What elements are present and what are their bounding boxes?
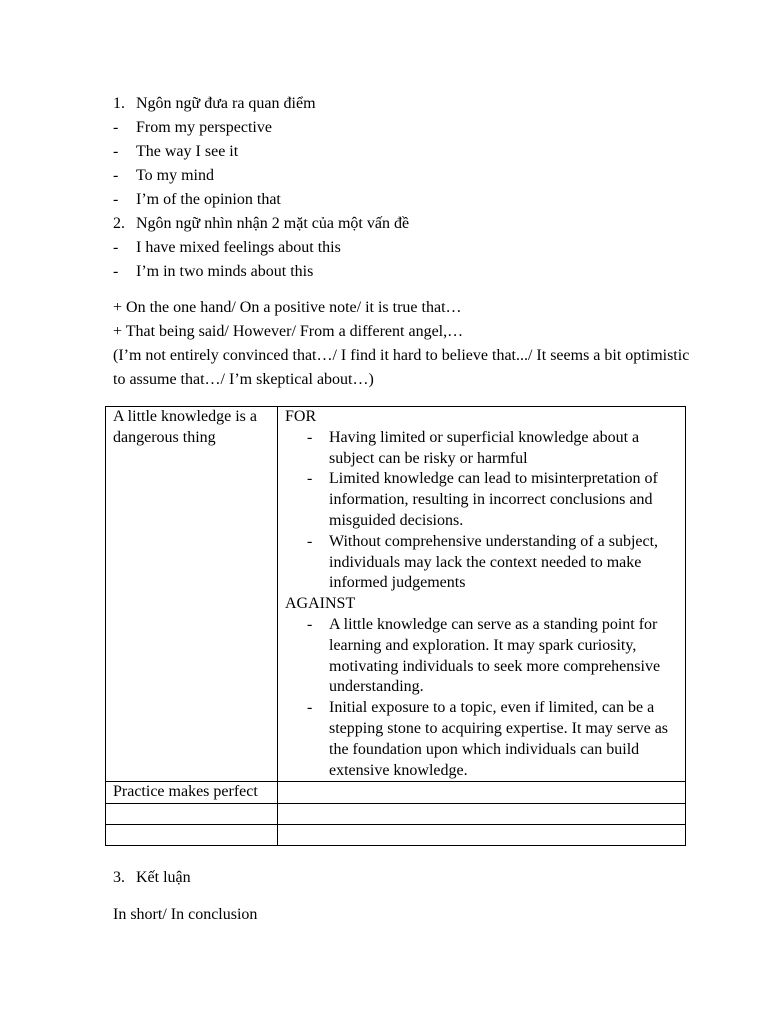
list-item-text: From my perspective <box>136 119 272 136</box>
dash-marker: - <box>307 470 313 488</box>
heading-text: Ngôn ngữ đưa ra quan điểm <box>136 95 316 112</box>
arguments-table <box>105 406 686 846</box>
phrase-line: + That being said/ However/ From a different angel,… <box>113 323 464 340</box>
against-point <box>285 615 679 698</box>
heading-text: Kết luận <box>136 869 191 886</box>
table-row <box>106 804 686 825</box>
empty-cell <box>278 804 686 825</box>
section-3-heading <box>113 868 191 888</box>
table-row <box>106 782 686 804</box>
phrase-line: + On the one hand/ On a positive note/ it is true that… <box>113 299 462 316</box>
arguments-cell <box>278 407 686 782</box>
topic-text: Practice makes perfect <box>113 783 258 801</box>
list-item <box>113 166 214 186</box>
list-item <box>113 142 238 162</box>
against-point <box>285 698 679 781</box>
list-item-text: I have mixed feelings about this <box>136 239 341 256</box>
list-item-text: The way I see it <box>136 143 239 160</box>
table-row <box>106 825 686 846</box>
dash-marker: - <box>113 167 119 184</box>
dash-marker: - <box>307 699 313 717</box>
for-point <box>285 428 679 470</box>
conclusion-line: In short/ In conclusion <box>113 906 258 923</box>
list-number: 2. <box>113 215 125 232</box>
paren-note: (I’m not entirely convinced that…/ I find it hard to believe that.../ It seems a bit optimistic to assume that…/ I’m skeptical about…) <box>113 347 690 388</box>
arguments-cell <box>278 782 686 804</box>
for-point <box>285 469 679 531</box>
dash-marker: - <box>307 615 313 633</box>
list-item <box>113 190 281 210</box>
topic-cell <box>106 782 278 804</box>
dash-marker: - <box>307 428 313 446</box>
for-label: FOR <box>285 408 317 425</box>
dash-marker: - <box>113 263 119 280</box>
dash-marker: - <box>113 239 119 256</box>
empty-cell <box>106 804 278 825</box>
against-label: AGAINST <box>285 595 356 613</box>
heading-text: Ngôn ngữ nhìn nhận 2 mặt của một vấn đề <box>136 215 410 232</box>
list-number: 3. <box>113 869 125 886</box>
list-item <box>113 262 313 282</box>
section-2-heading <box>113 214 409 234</box>
point-text: Initial exposure to a topic, even if limited, can be a stepping stone to acquiring expertise. It may serve as the foundation upon which individuals can build extensive knowledge. <box>329 699 669 779</box>
dash-marker: - <box>113 191 119 208</box>
point-text: Without comprehensive understanding of a subject, individuals may lack the context needed to make informed judgements <box>329 532 659 592</box>
empty-cell <box>278 825 686 846</box>
table-row <box>106 407 686 782</box>
point-text: A little knowledge can serve as a standing point for learning and exploration. It may spark curiosity, motivating individuals to seek more comprehensive understanding. <box>329 615 661 696</box>
dash-marker: - <box>113 143 119 160</box>
list-item-text: I’m of the opinion that <box>136 191 281 208</box>
for-point <box>285 532 679 594</box>
dash-marker: - <box>113 119 119 136</box>
section-1-heading <box>113 94 316 114</box>
topic-cell <box>106 407 278 782</box>
list-item-text: To my mind <box>136 167 214 184</box>
point-text: Limited knowledge can lead to misinterpretation of information, resulting in incorrect conclusions and misguided decisions. <box>329 470 658 529</box>
dash-marker: - <box>307 532 313 550</box>
list-item-text: I’m in two minds about this <box>136 263 314 280</box>
topic-text: A little knowledge is a dangerous thing <box>113 408 257 446</box>
phrases-paragraph <box>113 296 693 392</box>
point-text: Having limited or superficial knowledge about a subject can be risky or harmful <box>329 428 640 467</box>
empty-cell <box>106 825 278 846</box>
list-item <box>113 238 341 258</box>
list-item <box>113 118 272 138</box>
list-number: 1. <box>113 95 125 112</box>
